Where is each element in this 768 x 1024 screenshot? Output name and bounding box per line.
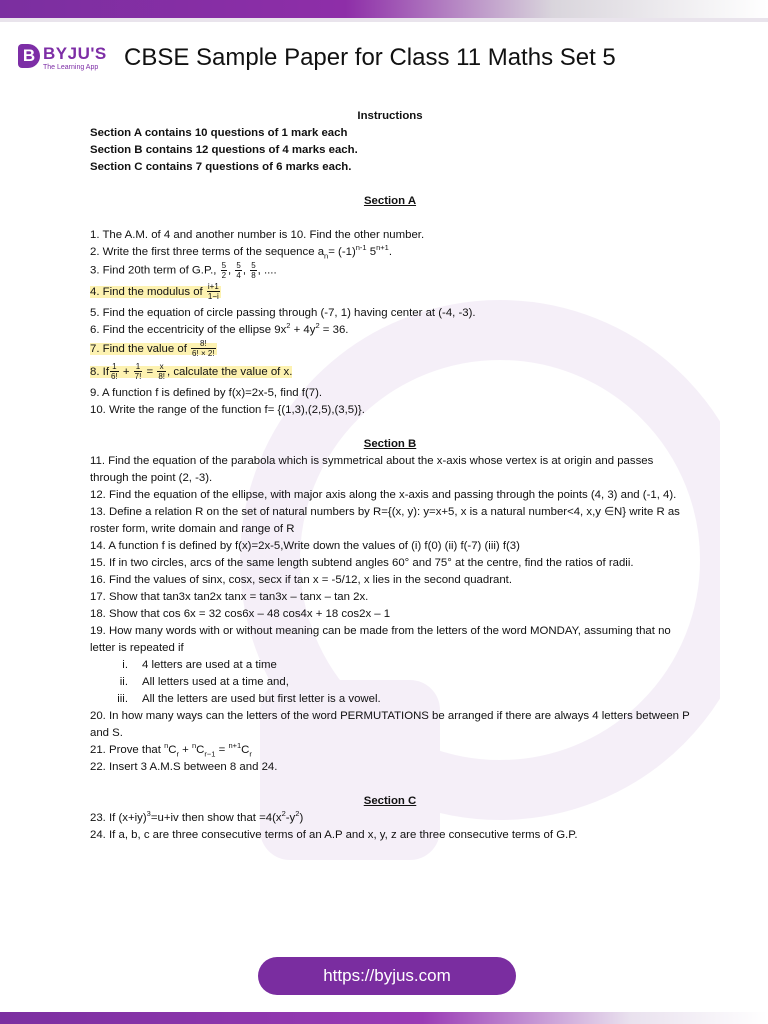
section-b-heading: Section B xyxy=(363,438,417,450)
question-14: 14. A function f is defined by f(x)=2x-5,Write down the values of (i) f(0) (ii) f(-7) (iii) f(3) xyxy=(90,540,520,552)
top-accent-bar xyxy=(0,0,768,20)
question-10: 10. Write the range of the function f= {(1,3),(2,5),(3,5)}. xyxy=(90,404,365,416)
question-4: 4. Find the modulus of $\frac{i+1}{1-i}$ xyxy=(90,282,219,301)
logo-wordmark: BYJU'S xyxy=(43,44,107,63)
instruction-line: Section A contains 10 questions of 1 mark each xyxy=(90,127,348,139)
question-3: 3. Find 20th term of G.P., $\frac{5}{2}$ , $\frac{5}{4}$ , $\frac{5}{8}$ , .... xyxy=(90,261,277,280)
question-24: 24. If a, b, c are three consecutive terms of an A.P and x, y, z are three consecutive terms of G.P. xyxy=(90,829,578,841)
website-link-button[interactable]: https://byjus.com xyxy=(258,957,516,995)
question-11: 11. Find the equation of the parabola which is symmetrical about the x-axis whose vertex is at origin and passes through the point (2, -3). xyxy=(90,455,654,484)
question-18: 18. Show that cos 6x = 32 cos6x – 48 cos4x + 18 cos2x – 1 xyxy=(90,608,391,620)
instructions-heading: Instructions xyxy=(357,110,423,122)
question-5: 5. Find the equation of circle passing through (-7, 1) having center at (-4, -3). xyxy=(90,307,476,319)
question-13: 13. Define a relation R on the set of natural numbers by R={(x, y): y=x+5, x is a natural number<4, x,y ∈N} write R as roster form, write domain and range of R xyxy=(90,506,680,535)
question-8: 8. If $\frac{1}{6!}$ + $\frac{1}{7!}$ = $\frac{x}{8!}$ , calculate the value of x. xyxy=(90,362,293,381)
question-21: 21. Prove that $^nC_r + ^nC_{r-1} = ^{n+1}C_r$ xyxy=(90,741,252,759)
question-19-item: iii. All the letters are used but first letter is a vowel. xyxy=(117,693,381,705)
top-accent-shadow xyxy=(0,18,768,22)
logo-mark: B xyxy=(18,44,40,68)
question-6: 6. Find the eccentricity of the ellipse $9x^2 + 4y^2 = 36$. xyxy=(90,321,349,336)
question-23: 23. If $(x+iy)^3=u+iv$ then show that $=4(x^2-y^2)$ xyxy=(90,809,304,824)
paper-content xyxy=(90,108,690,844)
question-1: 1. The A.M. of 4 and another number is 10. Find the other number. xyxy=(90,229,425,241)
question-22: 22. Insert 3 A.M.S between 8 and 24. xyxy=(90,761,278,773)
bottom-accent-bar xyxy=(0,1012,768,1024)
section-c-heading: Section C xyxy=(363,795,417,807)
question-19-item: ii. All letters used at a time and, xyxy=(119,676,289,688)
question-2: 2. Write the first three terms of the sequence $a_n= (-1)^{n-1}$ $5^{n+1}$. xyxy=(90,243,392,261)
question-17: 17. Show that tan3x tan2x tanx = tan3x – tanx – tan 2x. xyxy=(90,591,369,603)
question-19: 19. How many words with or without meaning can be made from the letters of the word MONDAY, assuming that no letter is repeated if xyxy=(90,625,671,654)
question-7: 7. Find the value of $\frac{8!}{6! \times 2!}$ xyxy=(90,339,215,358)
page-title: CBSE Sample Paper for Class 11 Maths Set 5 xyxy=(124,44,616,71)
instruction-line: Section C contains 7 questions of 6 marks each. xyxy=(90,161,352,173)
question-19-item: i. 4 letters are used at a time xyxy=(122,659,277,671)
logo-tagline: The Learning App xyxy=(43,64,99,71)
instruction-line: Section B contains 12 questions of 4 marks each. xyxy=(90,144,358,156)
question-9: 9. A function f is defined by f(x)=2x-5, find f(7). xyxy=(90,387,323,399)
question-12: 12. Find the equation of the ellipse, with major axis along the x-axis and passing through the points (4, 3) and (-1, 4). xyxy=(90,489,677,501)
question-16: 16. Find the values of sinx, cosx, secx if tan x = -5/12, x lies in the second quadrant. xyxy=(90,574,512,586)
question-15: 15. If in two circles, arcs of the same length subtend angles 60° and 75° at the centre, find the ratios of radii. xyxy=(90,557,634,569)
question-20: 20. In how many ways can the letters of the word PERMUTATIONS be arranged if there are always 4 letters between P and S. xyxy=(90,710,690,739)
section-a-heading: Section A xyxy=(363,195,417,207)
byjus-logo xyxy=(18,44,108,74)
